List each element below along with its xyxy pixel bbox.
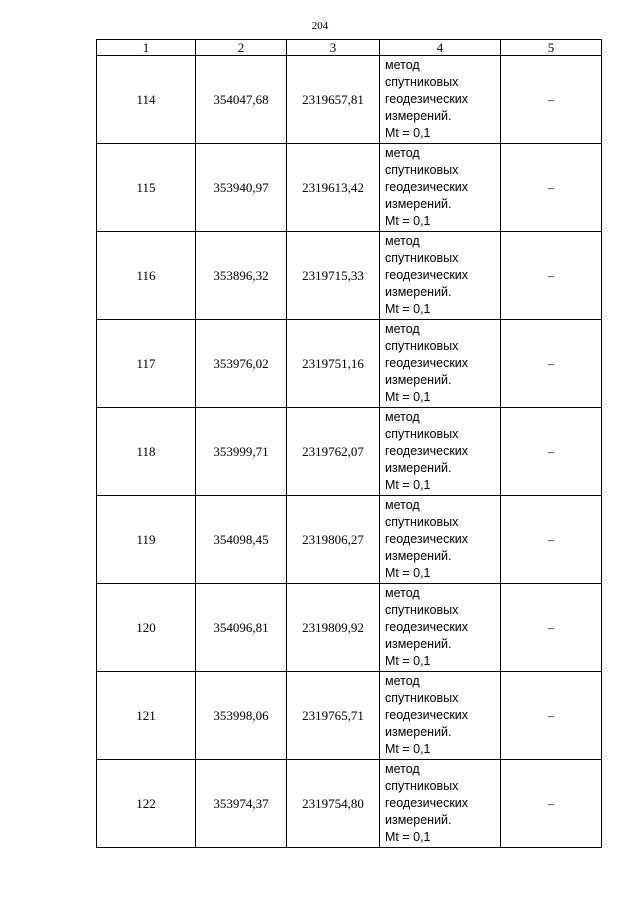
method-line: метод bbox=[385, 498, 420, 512]
x-coordinate-cell: 354047,68 bbox=[196, 56, 287, 144]
method-line: метод bbox=[385, 146, 420, 160]
method-line: геодезических bbox=[385, 444, 469, 458]
method-line: геодезических bbox=[385, 180, 469, 194]
method-line: геодезических bbox=[385, 532, 469, 546]
method-line: метод bbox=[385, 322, 420, 336]
point-number-cell: 120 bbox=[97, 584, 196, 672]
column-header-2: 2 bbox=[196, 40, 287, 56]
point-number-cell: 117 bbox=[97, 320, 196, 408]
method-line: спутниковых bbox=[385, 603, 459, 617]
y-coordinate-cell: 2319657,81 bbox=[287, 56, 380, 144]
method-line: спутниковых bbox=[385, 75, 459, 89]
method-line: измерений. bbox=[385, 813, 452, 827]
x-coordinate-cell: 353896,32 bbox=[196, 232, 287, 320]
method-line: измерений. bbox=[385, 109, 452, 123]
method-cell bbox=[380, 672, 501, 760]
point-number-cell: 121 bbox=[97, 672, 196, 760]
method-line: геодезических bbox=[385, 356, 469, 370]
x-coordinate-cell: 353974,37 bbox=[196, 760, 287, 848]
method-line: Mt = 0,1 bbox=[385, 302, 431, 316]
x-coordinate-cell: 354096,81 bbox=[196, 584, 287, 672]
y-coordinate-cell: 2319762,07 bbox=[287, 408, 380, 496]
point-number-cell: 119 bbox=[97, 496, 196, 584]
method-line: спутниковых bbox=[385, 251, 459, 265]
method-line: измерений. bbox=[385, 637, 452, 651]
table-body bbox=[97, 56, 602, 848]
point-number-cell: 122 bbox=[97, 760, 196, 848]
method-cell bbox=[380, 232, 501, 320]
method-line: Mt = 0,1 bbox=[385, 478, 431, 492]
method-line: спутниковых bbox=[385, 163, 459, 177]
table-row bbox=[97, 584, 602, 672]
point-number-cell: 115 bbox=[97, 144, 196, 232]
method-line: метод bbox=[385, 586, 420, 600]
table-row bbox=[97, 144, 602, 232]
column-header-4: 4 bbox=[380, 40, 501, 56]
method-cell bbox=[380, 496, 501, 584]
method-line: Mt = 0,1 bbox=[385, 742, 431, 756]
note-cell: – bbox=[501, 760, 602, 848]
method-line: спутниковых bbox=[385, 515, 459, 529]
y-coordinate-cell: 2319754,80 bbox=[287, 760, 380, 848]
method-line: Mt = 0,1 bbox=[385, 126, 431, 140]
y-coordinate-cell: 2319751,16 bbox=[287, 320, 380, 408]
method-line: спутниковых bbox=[385, 691, 459, 705]
method-line: Mt = 0,1 bbox=[385, 830, 431, 844]
column-header-3: 3 bbox=[287, 40, 380, 56]
method-line: геодезических bbox=[385, 708, 469, 722]
method-line: измерений. bbox=[385, 725, 452, 739]
method-line: геодезических bbox=[385, 268, 469, 282]
method-line: измерений. bbox=[385, 549, 452, 563]
table-row bbox=[97, 672, 602, 760]
method-line: метод bbox=[385, 674, 420, 688]
table-row bbox=[97, 56, 602, 144]
table-row bbox=[97, 232, 602, 320]
point-number-cell: 114 bbox=[97, 56, 196, 144]
y-coordinate-cell: 2319809,92 bbox=[287, 584, 380, 672]
table-row bbox=[97, 496, 602, 584]
x-coordinate-cell: 354098,45 bbox=[196, 496, 287, 584]
table-row bbox=[97, 408, 602, 496]
point-number-cell: 116 bbox=[97, 232, 196, 320]
coordinates-table bbox=[96, 39, 602, 848]
x-coordinate-cell: 353998,06 bbox=[196, 672, 287, 760]
method-line: геодезических bbox=[385, 796, 469, 810]
note-cell: – bbox=[501, 496, 602, 584]
method-line: Mt = 0,1 bbox=[385, 654, 431, 668]
table-row bbox=[97, 760, 602, 848]
method-cell bbox=[380, 320, 501, 408]
y-coordinate-cell: 2319806,27 bbox=[287, 496, 380, 584]
method-line: Mt = 0,1 bbox=[385, 214, 431, 228]
column-header-1: 1 bbox=[97, 40, 196, 56]
method-cell bbox=[380, 144, 501, 232]
point-number-cell: 118 bbox=[97, 408, 196, 496]
page-number: 204 bbox=[311, 20, 329, 32]
method-line: геодезических bbox=[385, 92, 469, 106]
table-row bbox=[97, 320, 602, 408]
note-cell: – bbox=[501, 408, 602, 496]
method-line: метод bbox=[385, 234, 420, 248]
method-line: измерений. bbox=[385, 461, 452, 475]
method-line: метод bbox=[385, 58, 420, 72]
method-line: метод bbox=[385, 762, 420, 776]
method-cell bbox=[380, 584, 501, 672]
method-line: измерений. bbox=[385, 285, 452, 299]
note-cell: – bbox=[501, 56, 602, 144]
note-cell: – bbox=[501, 320, 602, 408]
method-cell bbox=[380, 760, 501, 848]
method-line: Mt = 0,1 bbox=[385, 566, 431, 580]
method-line: геодезических bbox=[385, 620, 469, 634]
method-line: Mt = 0,1 bbox=[385, 390, 431, 404]
note-cell: – bbox=[501, 144, 602, 232]
header-row bbox=[97, 40, 602, 56]
y-coordinate-cell: 2319765,71 bbox=[287, 672, 380, 760]
x-coordinate-cell: 353940,97 bbox=[196, 144, 287, 232]
method-cell bbox=[380, 408, 501, 496]
x-coordinate-cell: 353976,02 bbox=[196, 320, 287, 408]
column-header-5: 5 bbox=[501, 40, 602, 56]
method-line: метод bbox=[385, 410, 420, 424]
note-cell: – bbox=[501, 232, 602, 320]
note-cell: – bbox=[501, 584, 602, 672]
y-coordinate-cell: 2319613,42 bbox=[287, 144, 380, 232]
method-line: измерений. bbox=[385, 197, 452, 211]
x-coordinate-cell: 353999,71 bbox=[196, 408, 287, 496]
method-line: спутниковых bbox=[385, 779, 459, 793]
note-cell: – bbox=[501, 672, 602, 760]
method-line: измерений. bbox=[385, 373, 452, 387]
method-cell bbox=[380, 56, 501, 144]
method-line: спутниковых bbox=[385, 427, 459, 441]
method-line: спутниковых bbox=[385, 339, 459, 353]
y-coordinate-cell: 2319715,33 bbox=[287, 232, 380, 320]
